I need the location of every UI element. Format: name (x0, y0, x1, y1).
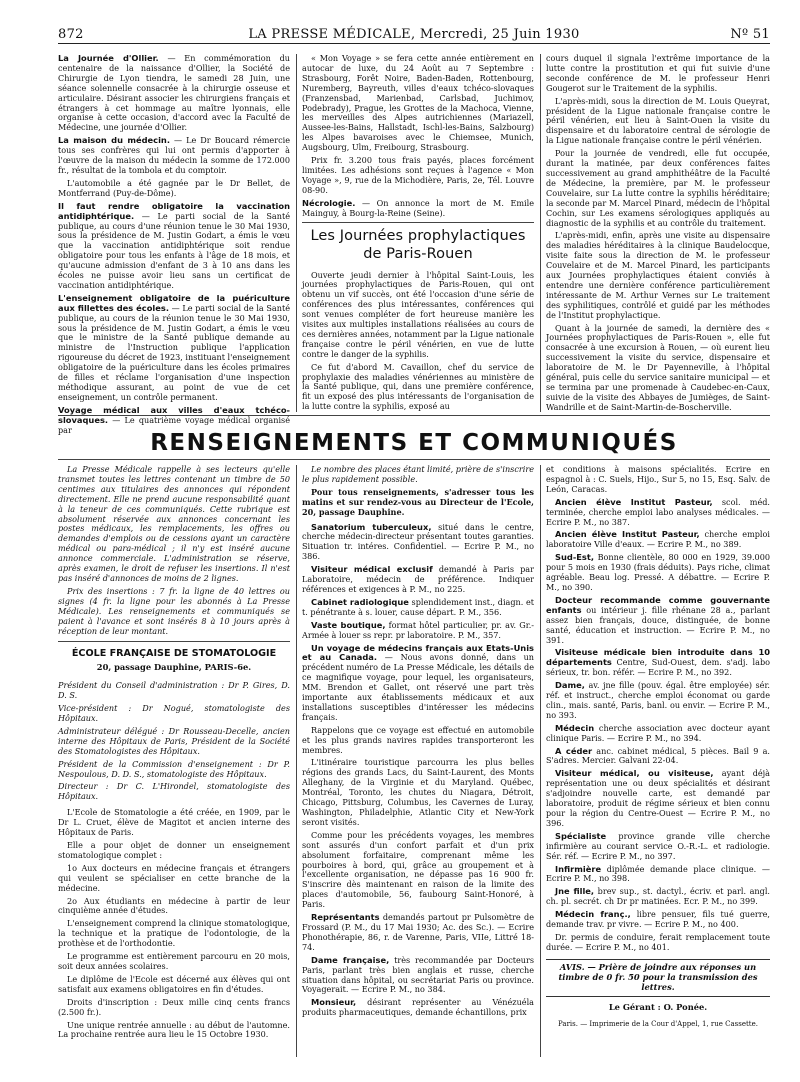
section-title: Les Journées prophylactiques de Paris-Rouen (310, 227, 526, 262)
ecole-paragraph: Une unique rentrée annuelle : au début de l'automne. La prochaine rentrée aura lieu le 15 Octobre 1930. (58, 1019, 290, 1040)
classified-ad: Médecin franç., libre pensuer, fils tué guerre, demande trav. pr vivre. — Ecrire P. M., no 400. (546, 909, 770, 930)
ecole-paragraph: Le programme est entièrement parcouru en 20 mois, soit deux années scolaires. (58, 951, 290, 971)
ecole-paragraph: Droits d'inscription : Deux mille cinq cents francs (2.500 fr.). (58, 996, 290, 1017)
news-item: L'automobile a été gagnée par le Dr Bellet, de Montferrand (Puy-de-Dôme). (58, 177, 290, 198)
staff-line: Directeur : Dr C. L'Hirondel, stomatologiste des Hôpitaux. (58, 781, 290, 802)
price-paragraph: Prix des insertions : 7 fr. la ligne de 40 lettres ou signes (4 fr. la ligne pour les abonnés à La Presse Médicale). Les renseignements et communiqués se paient à l'avance et sont insérés 8 à 10 jours après à réception de leur montant. (58, 585, 290, 636)
classified-ad: Docteur recommande comme gouvernante enfants ou intérieur j. fille rhénane 28 a., parlant assez bien français, douce, distinguée, de bonne santé, éducation et instruction. — Ecrire P. M., no 391. (546, 594, 771, 645)
journal-title: LA PRESSE MÉDICALE, Mercredi, 25 Juin 1930 (248, 27, 580, 42)
staff-line: Président du Conseil d'administration : Dr P. Gires, D. D. S. (58, 680, 290, 701)
column-divider (540, 54, 541, 412)
article-paragraph: Ouverte jeudi dernier à l'hôpital Saint-Louis, les journées prophylactiques de Paris-Rouen, qui ont obtenu un vif succès, ont été l'occasion d'une série de conférences des plus intéressantes, conférences qui sont venues compléter de fort heureuse manière les visites aux multiples installations réalisées au cours de ces dernières années, notamment par la Ligue nationale française contre le péril vénérien, en vue de lutte contre le danger de la syphilis. (302, 269, 534, 359)
classified-ad: Ancien élève Institut Pasteur, scol. méd. terminée, cherche emploi labo analyses médicales. — Ecrire P. M., no 387. (546, 496, 770, 527)
classified-ad: Infirmière diplômée demande place clinique. — Ecrire P. M., no 398. (546, 863, 770, 884)
classified-ad: Dr. permis de conduire, ferait remplacement toute durée. — Ecrire P. M., no 401. (546, 931, 770, 952)
news-item: Il faut rendre obligatoire la vaccination antidiphtérique. — Le parti social de la Santé publique, au cours d'une réunion tenue le 30 Mai 1930, sous la présidence de M. Justin Godart, a émis le vœu que la vaccination antidiphtérique soit rendue obligatoire pour tous les enfants à l'âge de 18 mois, et qu'aucune admission d'enfant de 3 à 10 ans dans les écoles ne puisse avoir lieu sans un certificat de vaccination antidiphtérique. (58, 200, 290, 290)
top-column-1 (58, 53, 291, 435)
classified-ad: Vaste boutique, format hôtel particulier, pr. av. Gr.-Armée à louer ss repr. pr laboratoire. P. M., 357. (302, 619, 535, 640)
classified-ad: Comme pour les précédents voyages, les membres sont assurés d'un confort parfait et d'un prix absolument forfaitaire, comprenant même les pourboires à bord, qui, grâce au groupement et à l'excellente organisation, ne dépasse pas 16 900 fr. S'inscrire dès maintenant en raison de la limite des places d'automobile, 56, faubourg Saint-Honoré, à Paris. (302, 829, 534, 910)
article-paragraph: Quant à la journée de samedi, la dernière des « Journées prophylactiques de Paris-Rouen », elle fut consacrée à une excursion à Rouen, — où eurent lieu successivement la visite du service, dispensaire et laboratoire de M. le Dr Payenneville, à l'hôpital général, puis celle du service sanitaire municipal — et se termina par une promenade à Caudebec-en-Caux, suivie de la visite des Abbayes de Jumièges, de Saint-Wandrille et de Saint-Martin-de-Boscherville. (546, 322, 770, 412)
classified-ad: Médecin cherche association avec docteur ayant clinique Paris. — Ecrire P. M., no 394. (546, 722, 771, 743)
classified-ad: L'itinéraire touristique parcourra les plus belles régions des grands Lacs, du Saint-Laurent, des Monts Alleghany, de la Virginie et du Maryland. Québec, Montréal, Toronto, les chutes du Niagara, Détroit, Chicago, Pittsburg, Columbus, les Cavernes de Luray, Washington, Philadelphie, Atlantic City et New-York seront visités. (302, 757, 534, 827)
classified-ad: Cabinet radiologique splendidement inst., diagn. et t. pénétrante à s. louer, cause départ. P. M., 356. (302, 596, 534, 617)
classified-ad: Monsieur, désirant représenter au Vénézuéla produits pharmaceutiques, demande échantillons, prix (302, 997, 534, 1018)
classified-ad: Dame française, très recommandée par Docteurs Paris, parlant très bien anglais et russe, cherche situation dans hôpital, ou secrétariat Paris ou province. Voyagerait. — Ecrire P. M., no 384. (302, 954, 535, 995)
printer-line: Paris. — Imprimerie de la Cour d'Appel, 1, rue Cassette. (558, 1020, 758, 1029)
classified-ad: Visiteuse médicale bien introduite dans 10 départements Centre, Sud-Ouest, dem. s'adj. labo sérieux, tr. bon. référ. — Ecrire P. M., no 392. (546, 647, 770, 678)
ad-paragraph: Pour tous renseignements, s'adresser tous les matins et sur rendez-vous au Directeur de l'Ecole, 20, passage Dauphine. (302, 486, 534, 517)
avis-notice: AVIS. — Prière de joindre aux réponses un timbre de 0 fr. 50 pour la transmission des lettres. (546, 959, 770, 997)
page-number: 872 (58, 27, 84, 42)
ecole-address: 20, passage Dauphine, PARIS-6e. (96, 662, 252, 673)
news-item: La maison du médecin. — Le Dr Boucard rémercie tous ses confrères qui lui ont permis d'apporter à l'œuvre de la maison du médecin la somme de 172.000 fr., résultat de la tombola et du comptoir. (58, 135, 290, 175)
notice-paragraph: La Presse Médicale rappelle à ses lecteurs qu'elle transmet toutes les lettres contenant un timbre de 50 centimes aux titulaires des annonces qui répondent directement. Elle ne prend aucune responsabilité quant à la teneur de ces communiqués. Cette rubrique est absolument réservée aux annonces concernant les postes médicaux, les remplacements, les offres ou demandes d'emplois ou de cessions ayant un caractère médical ou para-médical ; il n'y est inséré aucune annonce commerciale. L'administration se réserve, après examen, le droit de refuser les insertions. Il n'est pas inséré d'annonces de moins de 2 lignes. (58, 464, 290, 583)
news-item: La Journée d'Ollier. — En commémoration du centenaire de la naissance d'Ollier, la Société de Chirurgie de Lyon tiendra, le samedi 28 Juin, une séance solennelle consacrée à la chirurgie osseuse et articulaire. Désirant associer les chirurgiens français et étrangers à cet hommage au maître lyonnais, elle organise à cette occasion, d'accord avec la Faculté de Médecine, une journée d'Ollier. (58, 53, 290, 133)
ecole-paragraph: 1o Aux docteurs en médecine français et étrangers qui veulent se spécialiser en cette branche de la médecine. (58, 862, 290, 893)
classified-ad: A céder anc. cabinet médical, 5 pièces. Bail 9 a. S'adres. Mercier. Galvani 22-04. (546, 745, 770, 766)
classified-ad: Ancien élève Institut Pasteur, cherche emploi laboratoire Ville d'eaux. — Ecrire P. M., no 389. (546, 529, 770, 550)
issue-number: Nº 51 (730, 27, 770, 42)
article-paragraph: L'après-midi, sous la direction de M. Louis Queyrat, président de la Ligue nationale française contre le péril vénérien, eut lieu à Saint-Ouen la visite du dispensaire et du laboratoire central de sérologie de la Ligue nationale française contre le péril vénérien. (546, 95, 770, 146)
section-banner: RENSEIGNEMENTS ET COMMUNIQUÉS (150, 430, 678, 456)
staff-line: Vice-président : Dr Nogué, stomatologiste des Hôpitaux. (58, 703, 290, 724)
voyage-continuation: « Mon Voyage » se fera cette année entièrement en autocar de luxe, du 24 Août au 7 Septembre : Strasbourg, Forêt Noire, Baden-Baden, Rottenbourg, Nuremberg, Bayreuth, villes d'eaux tchéco-slovaques (Franzensbad, Marienbad, Carlsbad, Juchimov, Podebrady), Prague, les Grottes de la Machoca, Vienne, les merveilles des Alpes autrichiennes (Mariazell, Aussee-les-Bains, Hallstadt, Ischl-les-Bains, Salzbourg) les Alpes bavaroises avec le Chiemsee, Munich, Augsbourg, Ulm, Freibourg, Strasbourg. (302, 53, 534, 153)
news-item: L'enseignement obligatoire de la puériculture aux fillettes des écoles. — Le parti social de la Santé publique, au cours de la réunion tenue le 30 Mai 1930, sous la présidence de M. Justin Godart, a émis le vœu que le ministre de la Santé publique demande au ministre de l'Instruction publique l'application rigoureuse du décret de 1923, instituant l'enseignement obligatoire de la puériculture dans les écoles primaires de filles et réclame l'organisation d'une inspection méthodique assurant, au point de vue de cet enseignement, un contrôle permanent. (58, 292, 291, 402)
classified-ad: Visiteur médical exclusif demandé à Paris par Laboratoire, médecin de préférence. Indiquer références et exigences à P. M., no 225. (302, 564, 534, 594)
classified-ad: Un voyage de médecins français aux Etats-Unis et au Canada. — Nous avons donné, dans un précédent numéro de La Presse Médicale, les détails de ce magnifique voyage, pour lequel, les organisateurs, MM. Brendon et Gallet, ont réservé une part très importante aux établissements médicaux et aux installations susceptibles d'intéresser les médecins français. (302, 642, 535, 722)
article-paragraph: cours duquel il signala l'extrême importance de la lutte contre la prostitution et qui fut suivie d'une seconde conférence de M. le professeur Henri Gougerot sur le Traitement de la syphilis. (546, 53, 770, 93)
running-head (58, 22, 770, 44)
classified-ad: Sanatorium tuberculeux, situé dans le centre, cherche médecin-directeur présentant toutes garanties. Situation tr. intéres. Confidentiel. — Ecrire P. M., no 386. (302, 521, 534, 562)
article-paragraph: L'après-midi, enfin, après une visite au dispensaire des maladies héréditaires à la clinique Baudelocque, visite faite sous la direction de M. le professeur Couvelaire et de M. Marcel Pinard, les participants aux Journées prophylactiques étaient conviés à entendre une dernière conférence particulièrement intéressante de M. Arthur Vernes sur Le traitement des syphilitiques, contrôlé et guidé par les méthodes de l'Institut prophylactique. (546, 230, 770, 320)
ad-paragraph: Le nombre des places étant limité, prière de s'inscrire le plus rapidement possible. (302, 464, 534, 484)
classified-ad: Dame, av. jne fille (pouv. égal. être employée) sér. réf. et instruct., cherche emploi économat ou garde clin., mais. santé, Paris, banl. ou envir. — Ecrire P. M., no 393. (546, 680, 771, 720)
classified-ad: Représentants demandés partout pr Pulsomètre de Frossard (P. M., du 17 Mai 1930; Ac. des Sc.). — Ecrire Phonothérapie, 86, r. de Varenne, Paris, VIIe, Littré 18-74. (302, 912, 534, 952)
ecole-paragraph: Le diplôme de l'Ecole est décerné aux élèves qui ont satisfait aux examens obligatoires en fin d'études. (58, 973, 290, 994)
banner-rule (58, 459, 770, 460)
column-divider (296, 54, 297, 412)
top-column-2 (302, 54, 534, 410)
bottom-column-3 (546, 465, 770, 1055)
classified-ad: Jne fille, brev sup., st. dactyl., écriv. et parl. angl. ch. pl. secrét. ch Dr pr matinées. Ecr. P. M., no 399. (546, 886, 770, 907)
staff-line: Administrateur délégué : Dr Rousseau-Decelle, ancien interne des Hôpitaux de Paris, Président de la Société des Stomatologistes des Hôpitaux. (58, 725, 290, 756)
staff-line: Président de la Commission d'enseignement : Dr P. Nespoulous, D. D. S., stomatologiste des Hôpitaux. (58, 758, 290, 779)
article-paragraph: Ce fut d'abord M. Cavaillon, chef du service de prophylaxie des maladies vénériennes au ministère de la Santé publique, qui, dans une première conférence, fit un exposé des plus intéressants de l'organisation de la lutte contre la syphilis, exposé au (302, 361, 534, 412)
gerant-line: Le Gérant : O. Ponée. (608, 1001, 708, 1012)
classified-ad: et conditions à maisons spécialités. Ecrire en espagnol à : C. Suels, Hijo., Sur 5, no 15, Esq. Salv. de León, Caracas. (546, 464, 770, 494)
ecole-paragraph: Elle a pour objet de donner un enseignement stomatologique complet : (58, 840, 290, 860)
bottom-column-1 (58, 465, 290, 1055)
ecole-paragraph: L'enseignement comprend la clinique stomatologique, la technique et la pratique de l'odontologie, de la prothèse et de l'orthodontie. (58, 918, 290, 949)
article-paragraph: Pour la journée de vendredi, elle fut occupée, durant la matinée, par deux conférences faites successivement au grand amphithéâtre de la Faculté de Médecine, la première, par M. le professeur Couvelaire, sur La lutte contre la syphilis héréditaire; la seconde par M. Marcel Pinard, médecin de l'hôpital Cochin, sur Les examens sérologiques appliqués au diagnostic de la syphilis et au contrôle du traitement. (546, 148, 770, 228)
column-divider (296, 465, 297, 1057)
ecole-paragraph: 2o Aux étudiants en médecine à partir de leur cinquième année d'études. (58, 895, 290, 916)
top-column-3 (546, 54, 770, 410)
bottom-column-2 (302, 465, 534, 1055)
classified-ad: Rappelons que ce voyage est effectué en automobile et les plus grands navires rapides transporteront les membres. (302, 724, 534, 755)
ecole-title: ÉCOLE FRANÇAISE DE STOMATOLOGIE (71, 648, 277, 660)
news-item: Voyage médical aux villes d'eaux tchéco-slovaques. — Le quatrième voyage médical organisé par (58, 404, 290, 435)
classified-ad: Sud-Est, Bonne clientèle, 80 000 en 1929, 39.000 pour 5 mois en 1930 (frais déduits). Pays riche, climat agréable. Beau log. Pressé. A débattre. — Ecrire P. M., no 390. (546, 552, 770, 592)
section-divider (58, 415, 770, 416)
section-rule (302, 222, 534, 223)
ecole-paragraph: L'Ecole de Stomatologie a été créée, en 1909, par le Dr L. Cruet, élève de Magitot et ancien interne des Hôpitaux de Paris. (58, 807, 290, 838)
necrologie: Nécrologie. — On annonce la mort de M. Emile Mainguy, à Bourg-la-Reine (Seine). (302, 197, 535, 218)
classified-ad: Visiteur médical, ou visiteuse, ayant déjà représentation une ou deux spécialités et désirant s'adjoindre nouvelle carte, est demandé par laboratoire, produit de régime sérieux et bien connu pour la région du Centre-Ouest — Ecrire P. M., no 396. (546, 768, 770, 828)
voyage-price: Prix fr. 3.200 tous frais payés, places forcément limitées. Les adhésions sont reçues à l'agence « Mon Voyage », 9, rue de la Michodière, Paris, 2e, Tél. Louvre 08-90. (302, 155, 534, 195)
classified-ad: Spécialiste province grande ville cherche infirmière au courant service O.-R.-L. et radiologie. Sér. réf. — Ecrire P. M., no 397. (546, 830, 770, 861)
section-rule (58, 641, 290, 642)
column-divider (540, 465, 541, 1057)
